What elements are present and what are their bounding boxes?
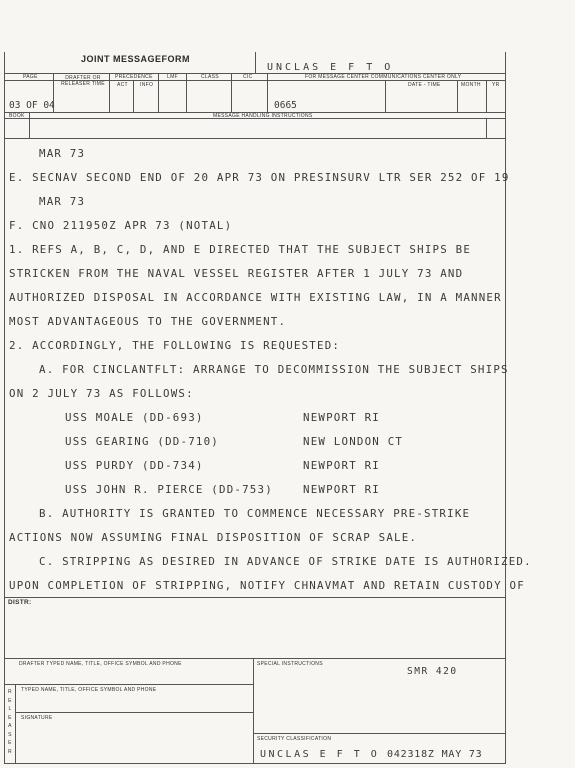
- body-line: 1. REFS A, B, C, D, AND E DIRECTED THAT THE SUBJECT SHIPS BE: [9, 243, 472, 256]
- divider: [5, 684, 253, 685]
- yr-label: YR: [492, 82, 500, 88]
- book-label: BOOK: [9, 113, 25, 119]
- body-line: AUTHORIZED DISPOSAL IN ACCORDANCE WITH EXISTING LAW, IN A MANNER: [9, 291, 502, 304]
- body-line: UPON COMPLETION OF STRIPPING, NOTIFY CHNAVMAT AND RETAIN CUSTODY OF: [9, 579, 525, 592]
- page-value: 03 OF 04: [9, 100, 55, 111]
- special-instructions-value: SMR 420: [407, 666, 458, 677]
- date-time-label: DATE - TIME: [408, 82, 441, 88]
- body-line: E. SECNAV SECOND END OF 20 APR 73 ON PRESINSURV LTR SER 252 OF 19: [9, 171, 510, 184]
- divider: [253, 658, 254, 764]
- releaser-side-label: R E L E A S E R: [8, 689, 12, 755]
- joint-messageform: [4, 52, 532, 764]
- bottom-dtg: 042318Z MAY 73: [387, 749, 483, 760]
- body-line: MAR 73: [39, 195, 86, 208]
- page-label: PAGE: [23, 74, 38, 80]
- divider: [486, 118, 487, 138]
- ship-name: USS PURDY (DD-734): [65, 459, 204, 472]
- bottom-classification: UNCLAS E F T O: [260, 749, 380, 760]
- security-classification-label: SECURITY CLASSIFICATION: [257, 736, 332, 742]
- ship-port: NEWPORT RI: [303, 411, 381, 424]
- typed-name-label: TYPED NAME, TITLE, OFFICE SYMBOL AND PHONE: [21, 687, 157, 693]
- ship-name: USS MOALE (DD-693): [65, 411, 204, 424]
- act-label: ACT: [117, 82, 128, 88]
- body-line: A. FOR CINCLANTFLT: ARRANGE TO DECOMMISSION THE SUBJECT SHIPS: [39, 363, 509, 376]
- ship-name: USS GEARING (DD-710): [65, 435, 220, 448]
- month-label: MONTH: [461, 82, 481, 88]
- body-line: 2. ACCORDINGLY, THE FOLLOWING IS REQUESTED:: [9, 339, 341, 352]
- body-line: B. AUTHORITY IS GRANTED TO COMMENCE NECESSARY PRE-STRIKE: [39, 507, 471, 520]
- divider: [15, 712, 253, 713]
- body-line: MAR 73: [39, 147, 86, 160]
- divider: [133, 80, 134, 112]
- divider: [109, 73, 110, 112]
- divider: [5, 658, 505, 659]
- precedence-label: PRECEDENCE: [115, 74, 153, 80]
- drafter-typed-label: DRAFTER TYPED NAME, TITLE, OFFICE SYMBOL AND PHONE: [19, 661, 182, 667]
- body-line: ON 2 JULY 73 AS FOLLOWS:: [9, 387, 194, 400]
- divider: [158, 73, 159, 112]
- classification-top: UNCLAS E F T O: [267, 62, 394, 73]
- divider: [186, 73, 187, 112]
- divider: [255, 52, 256, 73]
- divider: [5, 138, 505, 139]
- signature-label: SIGNATURE: [21, 715, 53, 721]
- body-line: MOST ADVANTAGEOUS TO THE GOVERNMENT.: [9, 315, 287, 328]
- body-line: ACTIONS NOW ASSUMING FINAL DISPOSITION OF SCRAP SALE.: [9, 531, 418, 544]
- divider: [253, 733, 505, 734]
- mhi-label: MESSAGE HANDLING INSTRUCTIONS: [213, 113, 313, 119]
- divider: [385, 80, 386, 112]
- distr-label: DISTR:: [8, 599, 32, 606]
- ship-port: NEW LONDON CT: [303, 435, 404, 448]
- divider: [231, 73, 232, 112]
- divider: [267, 73, 268, 112]
- for-mcc-label: FOR MESSAGE CENTER COMMUNICATIONS CENTER ONLY: [305, 74, 462, 80]
- class-label: CLASS: [201, 74, 219, 80]
- body-line: C. STRIPPING AS DESIRED IN ADVANCE OF STRIKE DATE IS AUTHORIZED.: [39, 555, 532, 568]
- special-instructions-label: SPECIAL INSTRUCTIONS: [257, 661, 323, 667]
- ship-name: USS JOHN R. PIERCE (DD-753): [65, 483, 273, 496]
- drafter-time-label: DRAFTER OR RELEASER TIME: [61, 75, 105, 87]
- ship-port: NEWPORT RI: [303, 483, 381, 496]
- divider: [457, 80, 458, 112]
- lmf-label: LMF: [167, 74, 178, 80]
- form-title: JOINT MESSAGEFORM: [81, 54, 191, 64]
- body-line: STRICKEN FROM THE NAVAL VESSEL REGISTER AFTER 1 JULY 73 AND: [9, 267, 464, 280]
- ship-port: NEWPORT RI: [303, 459, 381, 472]
- divider: [15, 684, 16, 764]
- divider: [486, 80, 487, 112]
- cic-value: 0665: [274, 100, 297, 111]
- divider: [5, 597, 505, 598]
- body-line: F. CNO 211950Z APR 73 (NOTAL): [9, 219, 233, 232]
- divider: [29, 112, 30, 138]
- divider: [5, 763, 505, 764]
- info-label: INFO: [140, 82, 154, 88]
- cic-label: CIC: [243, 74, 253, 80]
